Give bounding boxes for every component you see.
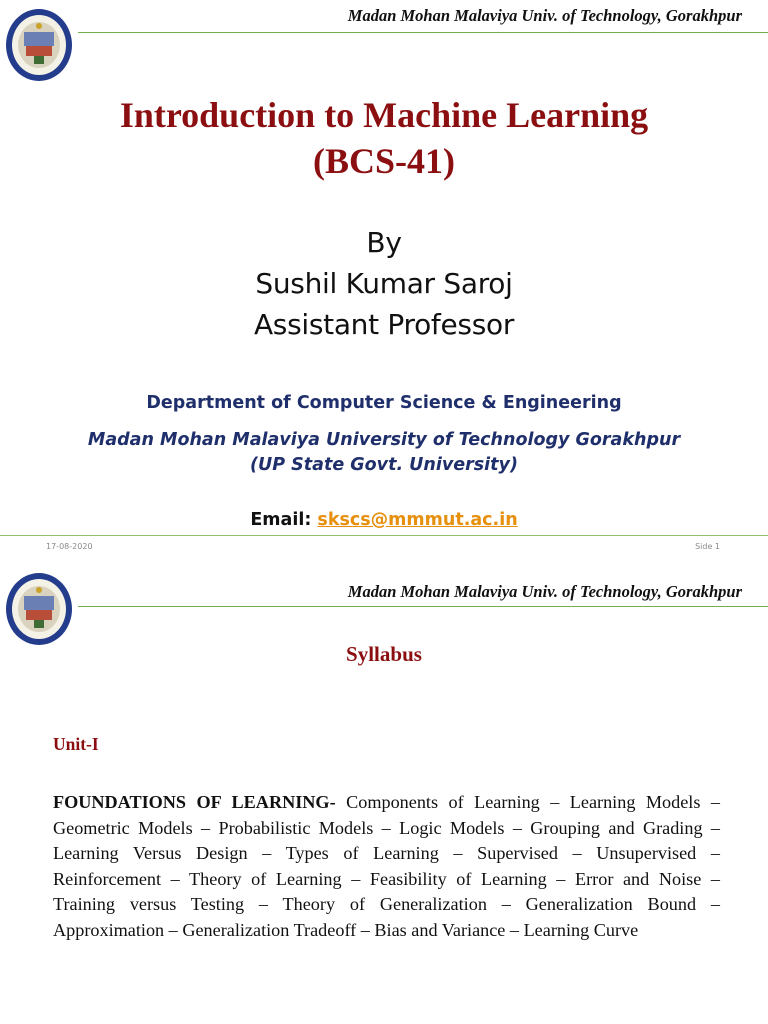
footer-slide-number: Side 1	[695, 542, 720, 551]
author-block	[0, 222, 768, 345]
university-header: Madan Mohan Malaviya Univ. of Technology, Gorakhpur	[347, 582, 742, 601]
header-rule	[78, 606, 768, 607]
header-rule	[78, 32, 768, 33]
syllabus-title: Syllabus	[346, 642, 422, 666]
syllabus-slide	[0, 556, 768, 1024]
course-title-line1: Introduction to Machine Learning	[119, 95, 649, 135]
footer-date: 17-08-2020	[46, 542, 93, 551]
author-name: Sushil Kumar Saroj	[255, 267, 513, 300]
by-label: By	[366, 226, 402, 259]
email-link[interactable]: skscs@mmmut.ac.in	[317, 510, 518, 530]
footer-rule	[0, 535, 768, 536]
unit-description	[53, 790, 720, 943]
unit-topics: Components of Learning – Learning Models – Geometric Models – Probabilistic Models – Logic Models – Grouping and Grading – Learning Versus Design – Types of Learning – Supervised – Unsupervised – Reinforcement – Theory of Learning – Feasibility of Learning – Error and Noise – Training versus Testing – Theory of Generalization – Generalization Bound – Approximation – Generalization Tradeoff – Bias and Variance – Learning Curve	[53, 792, 720, 940]
course-code: (BCS-41)	[313, 141, 455, 181]
university-block	[0, 428, 768, 478]
department-name: Department of Computer Science & Engineering	[146, 393, 622, 413]
email-line	[0, 510, 768, 530]
course-title	[0, 92, 768, 184]
university-seal-logo	[4, 570, 74, 648]
university-note: (UP State Govt. University)	[250, 455, 518, 475]
university-header: Madan Mohan Malaviya Univ. of Technology, Gorakhpur	[347, 6, 742, 25]
university-name: Madan Mohan Malaviya University of Technology Gorakhpur	[87, 430, 681, 450]
unit-lead: FOUNDATIONS OF LEARNING-	[53, 792, 336, 812]
university-seal-logo	[4, 6, 74, 84]
unit-heading: Unit-I	[53, 734, 99, 754]
email-label: Email:	[250, 510, 312, 530]
author-role: Assistant Professor	[253, 308, 515, 341]
